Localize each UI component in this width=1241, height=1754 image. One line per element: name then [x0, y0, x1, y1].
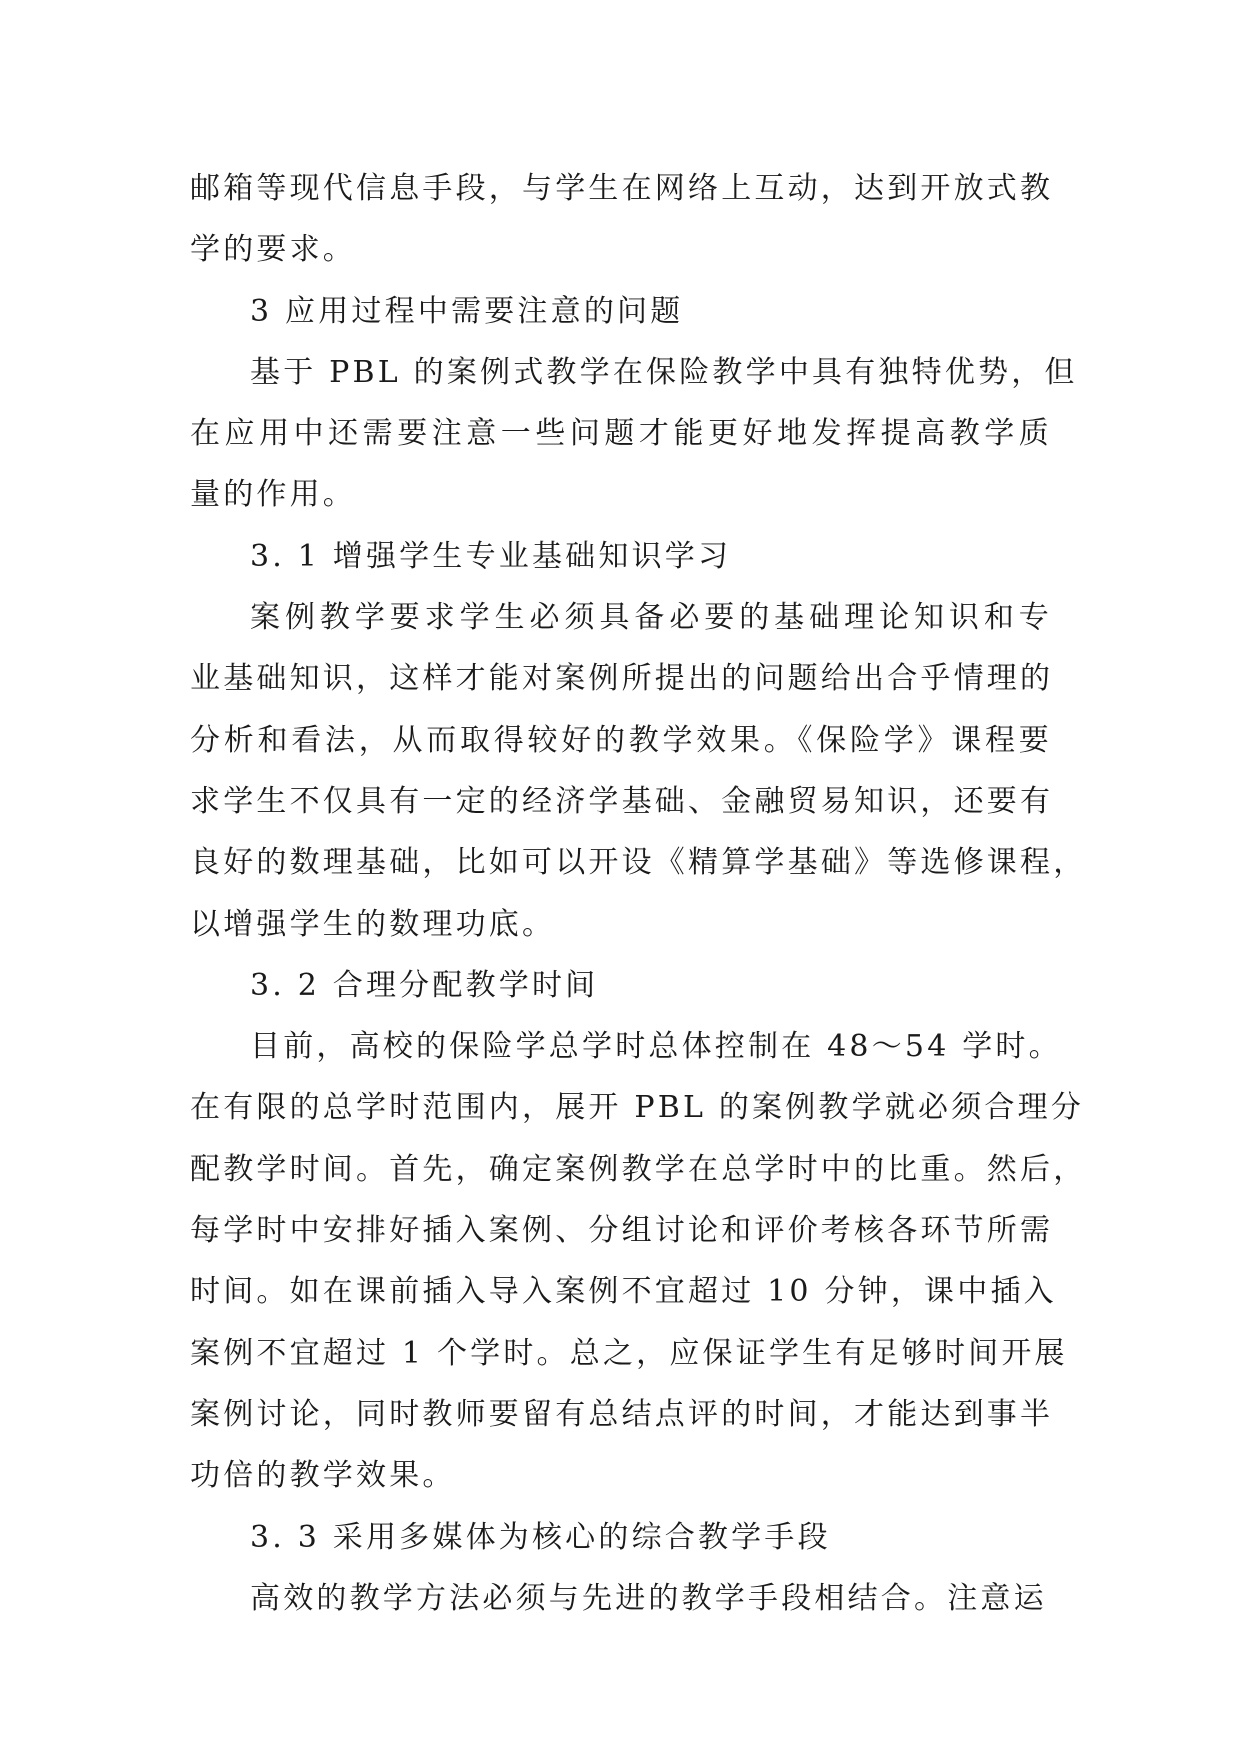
paragraph [190, 1568, 1052, 1629]
text-line: 在有限的总学时范围内，展开 PBL 的案例教学就必须合理分 [190, 1090, 1085, 1126]
text-line: 以增强学生的数理功底。 [190, 906, 556, 942]
text-line: 量的作用。 [190, 477, 356, 513]
text-line: 求学生不仅具有一定的经济学基础、金融贸易知识，还要有 [190, 783, 1054, 819]
body-text [190, 158, 1087, 1629]
text-line: 基于 PBL 的案例式教学在保险教学中具有独特优势，但 [250, 354, 1078, 390]
text-line: 目前，高校的保险学总学时总体控制在 48～54 学时。 [250, 1029, 1062, 1065]
text-line: 配教学时间。首先，确定案例教学在总学时中的比重。然后， [190, 1151, 1087, 1187]
text-line: 邮箱等现代信息手段，与学生在网络上互动，达到开放式教 [190, 171, 1054, 206]
section-heading [190, 281, 1052, 342]
section-heading [190, 1507, 1052, 1568]
text-line: 学的要求。 [190, 232, 356, 268]
paragraph [190, 1016, 1087, 1506]
paragraph [190, 342, 1078, 526]
text-line: 案例不宜超过 1 个学时。总之，应保证学生有足够时间开展 [190, 1335, 1068, 1371]
text-line: 高效的教学方法必须与先进的教学手段相结合。注意运 [250, 1580, 1047, 1616]
text-line: 时间。如在课前插入导入案例不宜超过 10 分钟，课中插入 [190, 1274, 1057, 1310]
text-line: 案例讨论，同时教师要留有总结点评的时间，才能达到事半 [190, 1396, 1054, 1432]
heading-text: 3. 3 采用多媒体为核心的综合教学手段 [250, 1519, 831, 1555]
text-line: 分析和看法，从而取得较好的教学效果。《保险学》课程要 [190, 722, 1052, 758]
section-heading [190, 955, 1052, 1016]
heading-text: 3. 1 增强学生专业基础知识学习 [250, 538, 732, 574]
text-line: 功倍的教学效果。 [190, 1458, 456, 1494]
section-heading [190, 526, 1052, 587]
text-line: 在应用中还需要注意一些问题才能更好地发挥提高教学质 [190, 416, 1052, 452]
text-line: 良好的数理基础，比如可以开设《精算学基础》等选修课程， [190, 845, 1087, 881]
heading-text: 3 应用过程中需要注意的问题 [250, 293, 684, 329]
paragraph [190, 587, 1087, 955]
text-line: 业基础知识，这样才能对案例所提出的问题给出合乎情理的 [190, 661, 1054, 697]
text-line: 每学时中安排好插入案例、分组讨论和评价考核各环节所需 [190, 1213, 1054, 1249]
paragraph [190, 158, 1052, 281]
text-line: 案例教学要求学生必须具备必要的基础理论知识和专 [250, 600, 1052, 636]
heading-text: 3. 2 合理分配教学时间 [250, 967, 599, 1003]
